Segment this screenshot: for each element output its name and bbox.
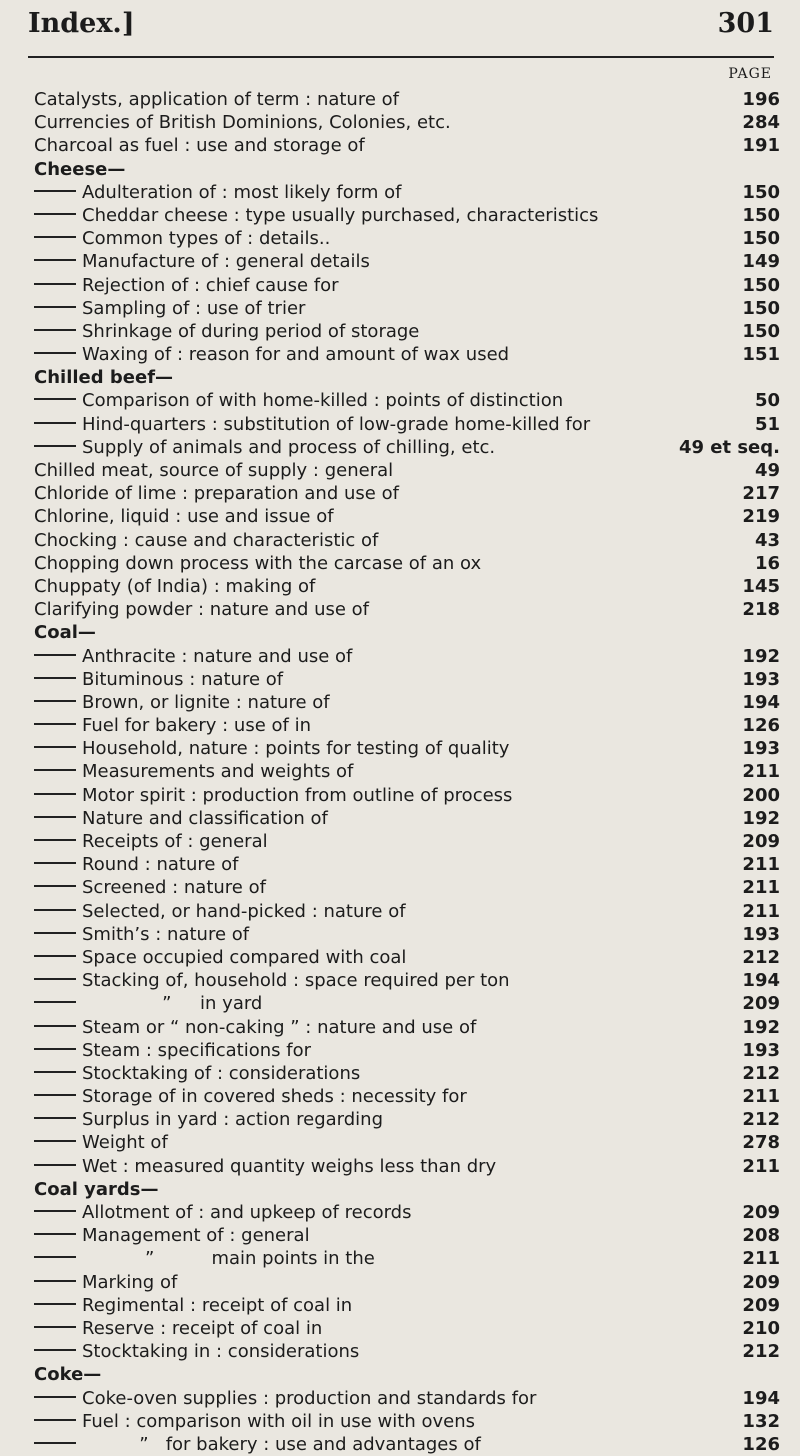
- index-entry: [34, 1224, 780, 1247]
- ditto-rule: [34, 700, 76, 702]
- index-heading: [34, 1363, 780, 1386]
- index-entry: [34, 1016, 780, 1039]
- entry-label: Coal yards—: [34, 1178, 159, 1200]
- entry-label: Screened : nature of: [82, 877, 266, 899]
- entry-page-number: 49: [754, 460, 780, 481]
- ditto-rule: [34, 932, 76, 934]
- index-entry: [34, 88, 780, 111]
- entry-text: [34, 1039, 311, 1062]
- index-entry: [34, 1387, 780, 1410]
- index-entry: [34, 598, 780, 621]
- entry-page-number: 194: [742, 1387, 780, 1409]
- entry-label: Motor spirit : production from outline of process: [82, 784, 513, 806]
- index-heading: [34, 1178, 780, 1201]
- entry-page-number: 191: [742, 135, 780, 157]
- entry-text: [34, 529, 378, 552]
- entry-page-number: 211: [742, 900, 780, 922]
- entry-label: Fuel for bakery : use of in: [82, 715, 311, 737]
- page-column-label: PAGE: [728, 66, 772, 82]
- entry-text: [34, 1201, 411, 1224]
- index-entry: [34, 297, 780, 320]
- entry-text: [34, 969, 510, 992]
- ditto-rule: [34, 723, 76, 725]
- entry-page-number: 211: [742, 877, 780, 899]
- entry-page-number: 209: [742, 993, 780, 1015]
- index-entry: [34, 575, 780, 598]
- entry-label: Measurements and weights of: [82, 761, 354, 783]
- entry-label: Selected, or hand-picked : nature of: [82, 900, 406, 922]
- entry-label: Space occupied compared with coal: [82, 946, 407, 968]
- entry-page-number: 212: [742, 946, 780, 968]
- index-entry: [34, 1247, 780, 1270]
- entry-page-number: 43: [754, 529, 780, 551]
- entry-page-number: 150: [742, 228, 780, 250]
- entry-label: Reserve : receipt of coal in: [82, 1317, 323, 1339]
- index-entries: [34, 88, 780, 1456]
- entry-text: [34, 621, 96, 644]
- ditto-rule: [34, 422, 76, 424]
- entry-label: Surplus in yard : action regarding: [82, 1109, 384, 1131]
- entry-page-number: 278: [742, 1132, 780, 1154]
- entry-label: Chilled beef—: [34, 367, 174, 389]
- entry-label: Cheddar cheese : type usually purchased, characteristics: [82, 204, 599, 226]
- entry-page-number: 150: [742, 204, 780, 226]
- entry-page-number: 145: [742, 575, 780, 597]
- entry-label: Chocking : cause and characteristic of: [34, 529, 379, 551]
- entry-text: [34, 760, 353, 783]
- entry-text: [34, 598, 369, 621]
- entry-text: [34, 1155, 496, 1178]
- entry-label: Rejection of : chief cause for: [82, 274, 339, 296]
- entry-label: Shrinkage of during period of storage: [82, 320, 420, 342]
- entry-label: Manufacture of : general details: [82, 251, 370, 273]
- entry-page-number: 193: [742, 668, 780, 690]
- entry-text: [34, 552, 481, 575]
- entry-text: [34, 1131, 168, 1154]
- entry-label: Common types of : details..: [82, 228, 331, 250]
- entry-page-number: 209: [742, 1202, 780, 1223]
- entry-page-number: 219: [742, 506, 780, 528]
- entry-label: Weight of: [82, 1132, 168, 1154]
- entry-text: [34, 1247, 375, 1270]
- index-entry: [34, 760, 780, 783]
- ditto-rule: [34, 398, 76, 400]
- ditto-rule: [34, 1025, 76, 1027]
- entry-text: [34, 900, 406, 923]
- entry-text: [34, 1317, 322, 1340]
- entry-label: Comparison of with home-killed : points of distinction: [82, 390, 564, 412]
- index-heading: [34, 158, 780, 181]
- ditto-rule: [34, 259, 76, 261]
- ditto-rule: [34, 978, 76, 980]
- entry-text: [34, 181, 401, 204]
- entry-label: Currencies of British Dominions, Colonies, etc.: [34, 112, 451, 134]
- entry-page-number: 194: [742, 970, 780, 992]
- index-entry: [34, 1340, 780, 1363]
- index-entry: [34, 807, 780, 830]
- ditto-rule: [34, 1419, 76, 1421]
- entry-label: Wet : measured quantity weighs less than dry: [82, 1155, 497, 1177]
- ditto-rule: [34, 190, 76, 192]
- index-entry: [34, 969, 780, 992]
- entry-label: Charcoal as fuel : use and storage of: [34, 135, 365, 157]
- index-entry: [34, 992, 780, 1015]
- entry-label: Marking of: [82, 1271, 178, 1293]
- entry-page-number: 16: [754, 552, 780, 574]
- entry-text: [34, 227, 330, 250]
- entry-page-number: 211: [742, 1155, 780, 1177]
- entry-text: [34, 1387, 536, 1410]
- entry-page-number: 284: [742, 112, 780, 134]
- ditto-rule: [34, 909, 76, 911]
- entry-text: [34, 320, 419, 343]
- entry-page-number: 151: [742, 344, 780, 366]
- index-entry: [34, 714, 780, 737]
- index-entry: [34, 552, 780, 575]
- entry-text: [34, 1062, 360, 1085]
- entry-label: ” for bakery : use and advantages of: [82, 1433, 481, 1455]
- entry-page-number: 211: [742, 854, 780, 876]
- entry-text: [34, 807, 328, 830]
- index-entry: [34, 853, 780, 876]
- entry-text: [34, 482, 399, 505]
- entry-text: [34, 876, 266, 899]
- entry-text: [34, 459, 393, 482]
- index-entry: [34, 1085, 780, 1108]
- ditto-rule: [34, 1140, 76, 1142]
- entry-text: [34, 111, 451, 134]
- entry-text: [34, 436, 495, 459]
- entry-text: [34, 134, 365, 157]
- entry-page-number: 193: [742, 738, 780, 760]
- ditto-rule: [34, 1303, 76, 1305]
- index-entry: [34, 668, 780, 691]
- ditto-rule: [34, 1280, 76, 1282]
- entry-text: [34, 992, 262, 1015]
- ditto-rule: [34, 862, 76, 864]
- entry-text: [34, 297, 305, 320]
- entry-page-number: 150: [742, 297, 780, 319]
- entry-text: [34, 737, 509, 760]
- entry-text: [34, 88, 399, 111]
- ditto-rule: [34, 816, 76, 818]
- entry-page-number: 218: [742, 599, 780, 621]
- entry-label: Allotment of : and upkeep of records: [82, 1202, 412, 1223]
- entry-page-number: 196: [742, 89, 780, 110]
- ditto-rule: [34, 955, 76, 957]
- entry-text: [34, 784, 512, 807]
- entry-label: Brown, or lignite : nature of: [82, 691, 330, 713]
- ditto-rule: [34, 654, 76, 656]
- index-entry: [34, 1155, 780, 1178]
- index-entry: [34, 900, 780, 923]
- entry-label: Waxing of : reason for and amount of wax used: [82, 344, 510, 366]
- index-entry: [34, 1271, 780, 1294]
- ditto-rule: [34, 352, 76, 354]
- entry-label: Chopping down process with the carcase of an ox: [34, 552, 482, 574]
- index-entry: [34, 227, 780, 250]
- index-entry: [34, 250, 780, 273]
- entry-label: Supply of animals and process of chilling, etc.: [82, 436, 496, 458]
- ditto-rule: [34, 213, 76, 215]
- index-entry: [34, 1294, 780, 1317]
- ditto-rule: [34, 329, 76, 331]
- index-entry: [34, 1201, 780, 1224]
- index-entry: [34, 459, 780, 482]
- entry-label: ” in yard: [82, 993, 263, 1015]
- entry-text: [34, 1108, 383, 1131]
- entry-page-number: 193: [742, 923, 780, 945]
- entry-label: Coke-oven supplies : production and standards for: [82, 1387, 537, 1409]
- index-entry: [34, 343, 780, 366]
- entry-text: [34, 830, 268, 853]
- entry-text: [34, 158, 125, 181]
- entry-text: [34, 505, 334, 528]
- entry-text: [34, 691, 330, 714]
- entry-page-number: 194: [742, 691, 780, 713]
- ditto-rule: [34, 793, 76, 795]
- entry-page-number: 193: [742, 1039, 780, 1061]
- index-entry: [34, 320, 780, 343]
- entry-label: Adulteration of : most likely form of: [82, 181, 402, 203]
- entry-page-number: 150: [742, 181, 780, 203]
- entry-text: [34, 668, 283, 691]
- index-entry: [34, 274, 780, 297]
- index-entry: [34, 1131, 780, 1154]
- entry-label: Stocktaking of : considerations: [82, 1062, 361, 1084]
- index-entry: [34, 876, 780, 899]
- ditto-rule: [34, 677, 76, 679]
- entry-page-number: 150: [742, 320, 780, 342]
- ditto-rule: [34, 1071, 76, 1073]
- index-entry: [34, 1317, 780, 1340]
- entry-label: Sampling of : use of trier: [82, 297, 306, 319]
- entry-text: [34, 1363, 101, 1386]
- entry-page-number: 192: [742, 807, 780, 829]
- index-entry: [34, 134, 780, 157]
- entry-page-number: 126: [742, 1433, 780, 1455]
- entry-text: [34, 366, 173, 389]
- entry-text: [34, 1224, 310, 1247]
- entry-text: [34, 645, 352, 668]
- index-entry: [34, 505, 780, 528]
- entry-text: [34, 250, 370, 273]
- entry-page-number: 50: [754, 390, 780, 412]
- index-entry: [34, 111, 780, 134]
- index-entry: [34, 436, 780, 459]
- entry-text: [34, 343, 509, 366]
- ditto-rule: [34, 1164, 76, 1166]
- index-entry: [34, 946, 780, 969]
- entry-page-number: 149: [742, 251, 780, 273]
- index-entry: [34, 923, 780, 946]
- index-heading: [34, 366, 780, 389]
- entry-label: Stocktaking in : considerations: [82, 1341, 360, 1363]
- entry-text: [34, 853, 239, 876]
- running-header-title: Index.]: [28, 8, 135, 39]
- entry-text: [34, 1178, 159, 1201]
- header-rule: [28, 56, 774, 58]
- entry-label: Regimental : receipt of coal in: [82, 1294, 353, 1316]
- entry-text: [34, 946, 406, 969]
- entry-text: [34, 1085, 467, 1108]
- entry-text: [34, 575, 315, 598]
- entry-page-number: 212: [742, 1109, 780, 1131]
- ditto-rule: [34, 769, 76, 771]
- entry-page-number: 192: [742, 645, 780, 667]
- entry-label: Round : nature of: [82, 854, 239, 876]
- entry-page-number: 209: [742, 1294, 780, 1316]
- entry-page-number: 210: [742, 1317, 780, 1339]
- entry-label: Clarifying powder : nature and use of: [34, 599, 370, 621]
- index-entry: [34, 830, 780, 853]
- entry-label: Steam : specifications for: [82, 1039, 311, 1061]
- ditto-rule: [34, 236, 76, 238]
- ditto-rule: [34, 1396, 76, 1398]
- entry-label: Fuel : comparison with oil in use with ovens: [82, 1410, 475, 1432]
- index-entry: [34, 691, 780, 714]
- entry-label: Stacking of, household : space required per ton: [82, 970, 510, 992]
- entry-text: [34, 1271, 177, 1294]
- entry-page-number: 49 et seq.: [678, 436, 780, 458]
- entry-label: Chilled meat, source of supply : general: [34, 460, 394, 481]
- entry-label: Nature and classification of: [82, 807, 328, 829]
- entry-label: Bituminous : nature of: [82, 668, 284, 690]
- ditto-rule: [34, 1210, 76, 1212]
- entry-label: Coke—: [34, 1364, 102, 1386]
- index-entry: [34, 181, 780, 204]
- ditto-rule: [34, 1233, 76, 1235]
- index-entry: [34, 1433, 780, 1456]
- ditto-rule: [34, 839, 76, 841]
- entry-label: Hind-quarters : substitution of low-grade home-killed for: [82, 413, 591, 435]
- ditto-rule: [34, 1256, 76, 1258]
- entry-text: [34, 714, 311, 737]
- index-entry: [34, 1039, 780, 1062]
- entry-label: Household, nature : points for testing of quality: [82, 738, 510, 760]
- entry-page-number: 150: [742, 274, 780, 296]
- entry-page-number: 211: [742, 1248, 780, 1270]
- entry-page-number: 132: [742, 1410, 780, 1432]
- index-entry: [34, 1410, 780, 1433]
- ditto-rule: [34, 1349, 76, 1351]
- entry-text: [34, 1294, 352, 1317]
- ditto-rule: [34, 1094, 76, 1096]
- ditto-rule: [34, 1001, 76, 1003]
- index-entry: [34, 413, 780, 436]
- entry-page-number: 211: [742, 1086, 780, 1108]
- ditto-rule: [34, 1442, 76, 1444]
- entry-page-number: 212: [742, 1341, 780, 1363]
- entry-page-number: 208: [742, 1225, 780, 1247]
- index-entry: [34, 645, 780, 668]
- entry-label: Smith’s : nature of: [82, 923, 250, 945]
- entry-label: Coal—: [34, 622, 96, 644]
- entry-label: Receipts of : general: [82, 831, 268, 852]
- entry-label: ” main points in the: [82, 1248, 375, 1270]
- entry-text: [34, 1016, 476, 1039]
- index-entry: [34, 737, 780, 760]
- index-entry: [34, 482, 780, 505]
- entry-label: Chuppaty (of India) : making of: [34, 575, 316, 597]
- index-entry: [34, 784, 780, 807]
- entry-text: [34, 389, 563, 412]
- index-entry: [34, 204, 780, 227]
- index-entry: [34, 529, 780, 552]
- entry-page-number: 209: [742, 1271, 780, 1293]
- ditto-rule: [34, 283, 76, 285]
- entry-label: Anthracite : nature and use of: [82, 645, 353, 667]
- entry-text: [34, 1340, 359, 1363]
- ditto-rule: [34, 885, 76, 887]
- entry-label: Chloride of lime : preparation and use of: [34, 483, 399, 505]
- entry-text: [34, 274, 339, 297]
- entry-text: [34, 1433, 481, 1456]
- entry-page-number: 126: [742, 715, 780, 737]
- entry-text: [34, 1410, 475, 1433]
- entry-page-number: 211: [742, 761, 780, 783]
- entry-text: [34, 413, 590, 436]
- index-entry: [34, 1108, 780, 1131]
- entry-page-number: 212: [742, 1062, 780, 1084]
- entry-page-number: 217: [742, 483, 780, 505]
- entry-page-number: 200: [742, 784, 780, 806]
- entry-label: Catalysts, application of term : nature of: [34, 89, 399, 110]
- entry-label: Chlorine, liquid : use and issue of: [34, 506, 334, 528]
- entry-text: [34, 204, 598, 227]
- entry-text: [34, 923, 249, 946]
- ditto-rule: [34, 445, 76, 447]
- entry-page-number: 51: [754, 413, 780, 435]
- entry-label: Steam or “ non-caking ” : nature and use of: [82, 1016, 477, 1038]
- ditto-rule: [34, 746, 76, 748]
- index-entry: [34, 1062, 780, 1085]
- index-heading: [34, 621, 780, 644]
- page-number: 301: [717, 8, 774, 39]
- entry-label: Management of : general: [82, 1225, 310, 1247]
- entry-page-number: 209: [742, 831, 780, 852]
- entry-label: Storage of in covered sheds : necessity for: [82, 1086, 467, 1108]
- entry-page-number: 192: [742, 1016, 780, 1038]
- ditto-rule: [34, 1117, 76, 1119]
- ditto-rule: [34, 306, 76, 308]
- index-entry: [34, 389, 780, 412]
- ditto-rule: [34, 1048, 76, 1050]
- entry-label: Cheese—: [34, 158, 126, 180]
